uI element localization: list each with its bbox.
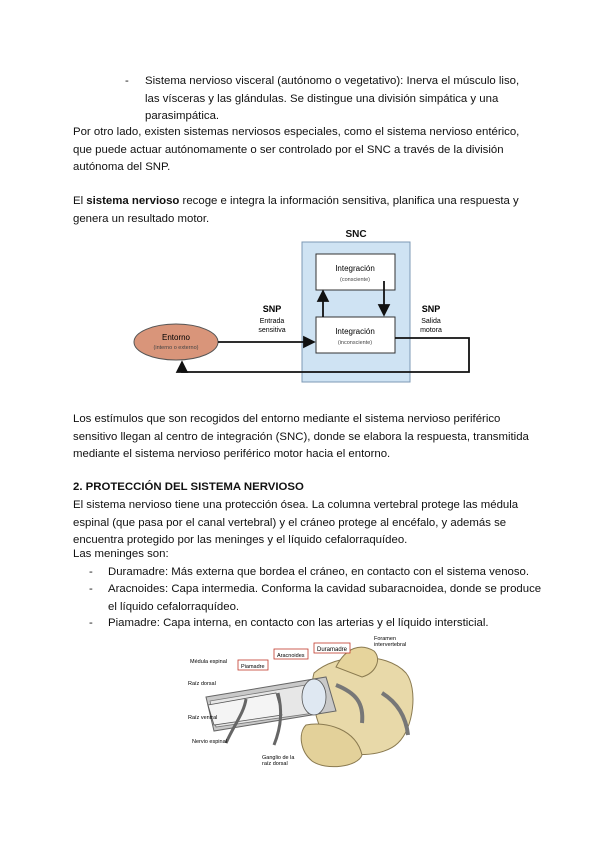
unconscious-integration-sub: (inconsciente): [337, 340, 373, 346]
meninges-intro: Las meninges son:: [73, 548, 169, 560]
conscious-integration-title: Integración: [335, 264, 375, 273]
paragraph-function: [73, 193, 533, 228]
meninge-item-aracnoides: [89, 581, 542, 617]
label-foramen: Foramen: [374, 636, 397, 642]
nervous-system-diagram: [130, 226, 480, 398]
paragraph-enteric: Por otro lado, existen sistemas nerviosos especiales, como el sistema nervioso entérico, que puede actuar autónomamente o ser controlado por el SNC a través de la división autónoma del SNP.: [73, 126, 520, 174]
environment-sub: (interno o externo): [153, 345, 199, 351]
snp-left-label: SNP: [262, 304, 282, 314]
paragraph-stimuli: Los estímulos que son recogidos del entorno mediante el sistema nervioso periférico sensitivo llegan al centro de integración (SNC), donde se elabora la respuesta, transmitida mediante el sistema nervioso periférico motor hacia el entorno.: [73, 413, 529, 461]
function-prefix: El: [73, 195, 87, 207]
piamadre-text: Piamadre: Capa interna, en contacto con las arterias y el líquido intersticial.: [108, 617, 489, 629]
snp-left-line2: sensitiva: [258, 327, 286, 334]
function-bold: sistema nervioso: [86, 195, 180, 207]
meninges-illustration: [186, 633, 418, 773]
intro-bullet: [125, 73, 535, 127]
aracnoides-text-line1: Aracnoides: Capa intermedia. Conforma la cavidad subaracnoidea, donde se produce: [108, 583, 542, 595]
aracnoides-text-line2: el líquido cefalorraquídeo.: [108, 600, 240, 613]
label-medula: Médula espinal: [190, 659, 227, 665]
label-nervio: Nervio espinal: [192, 739, 227, 745]
bullet-marker: -: [125, 75, 129, 87]
intro-bullet-text: Sistema nervioso visceral (autónomo o vegetativo): Inerva el músculo liso, las vísceras y las glándulas. Se distingue una división simpática y una parasimpática.: [145, 75, 520, 123]
meninge-item-duramadre: [89, 564, 539, 582]
function-rest: recoge e integra la información sensitiva, planifica una respuesta y genera un resultado motor.: [73, 195, 519, 225]
snp-right-line1: Salida: [421, 318, 441, 325]
section-2-paragraph: El sistema nervioso tiene una protección ósea. La columna vertebral protege las médula espinal (que pasa por el canal vertebral) y el cráneo protege al encéfalo, y además se encuentra protegido por las meninges y el líquido cefalorraquídeo.: [73, 499, 519, 547]
label-aracnoides: Aracnoides: [277, 653, 305, 659]
conscious-integration-sub: (consciente): [340, 277, 370, 283]
unconscious-integration-title: Integración: [335, 327, 375, 336]
duramadre-text: Duramadre: Más externa que bordea el cráneo, en contacto con el sistema venoso.: [108, 566, 530, 578]
snp-right-line2: motora: [420, 327, 442, 334]
meninge-item-piamadre: [89, 615, 539, 633]
label-piamadre: Piamadre: [241, 664, 265, 670]
label-ganglio-2: raíz dorsal: [262, 761, 288, 767]
snp-left-line1: Entrada: [259, 318, 285, 325]
label-duramadre: Duramadre: [317, 647, 348, 653]
snc-label: SNC: [345, 229, 367, 240]
cord-cross-section: [302, 679, 326, 715]
environment-title: Entorno: [161, 333, 191, 342]
label-raiz-ventral: Raíz ventral: [188, 715, 218, 721]
environment-ellipse: [134, 324, 218, 360]
bullet-marker: -: [89, 583, 93, 595]
label-raiz-dorsal: Raíz dorsal: [188, 681, 216, 687]
label-intervertebral: intervertebral: [374, 642, 407, 648]
label-ganglio-1: Ganglio de la: [262, 755, 295, 761]
bullet-marker: -: [89, 617, 93, 629]
snp-right-label: SNP: [421, 304, 441, 314]
section-2-heading: 2. PROTECCIÓN DEL SISTEMA NERVIOSO: [73, 481, 304, 493]
bullet-marker: -: [89, 566, 93, 578]
